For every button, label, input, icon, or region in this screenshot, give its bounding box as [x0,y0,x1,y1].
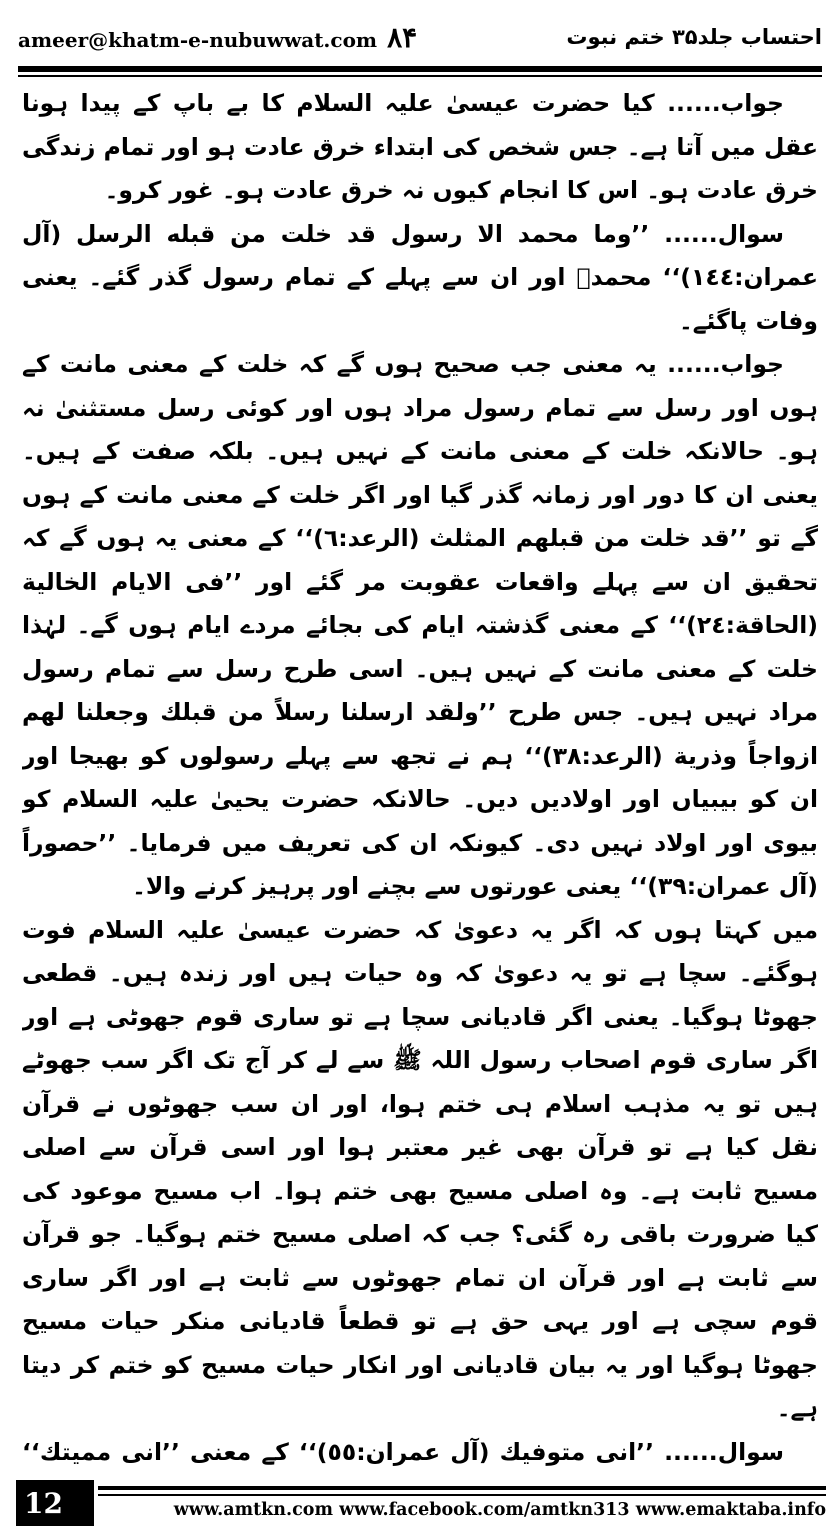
page-body [22,82,818,1470]
paragraph-question-1: سوال...... ’’وما محمد الا رسول قد خلت من قبله الرسل (آل عمران:١٤٤)‘‘ محمدؐ اور ان سے پہلے کے تمام رسول گذر گئے۔ یعنی وفات پاگئے۔ [22,219,818,335]
header-email[interactable]: ameer@khatm-e-nubuwwat.com [18,27,378,52]
folio-number: 12 [16,1480,94,1526]
header-rule-thick [18,66,822,72]
header-rule-thin [18,75,822,77]
page-header [18,14,822,60]
paragraph-argument: میں کہتا ہوں کہ اگر یہ دعویٰ کہ حضرت عیسیٰ علیہ السلام فوت ہوگئے۔ سچا ہے تو یہ دعویٰ کہ وہ حیات ہیں اور زندہ ہیں۔ قطعی جھوٹا ہوگیا۔ یعنی اگر قادیانی سچا ہے تو ساری قوم جھوٹی ہے اور اگر ساری قوم اصحاب رسول اللہ ﷺ سے لے کر آج تک اگر سب جھوٹے ہیں تو یہ مذہب اسلام ہی ختم ہوا، اور ان سب جھوٹوں نے قرآن نقل کیا ہے تو قرآن بھی غیر معتبر ہوا اور اسی قرآن سے اصلی مسیح ثابت ہے۔ وہ اصلی مسیح بھی ختم ہوا۔ اب مسیح موعود کی کیا ضرورت باقی رہ گئی؟ جب کہ اصلی مسیح ختم ہوگیا۔ جو قرآن سے ثابت ہے اور قرآن ان تمام جھوٹوں سے ثابت ہے اور اگر ساری قوم سچی ہے اور یہی حق ہے تو قطعاً قادیانی منکر حیات مسیح جھوٹا ہوگیا اور یہ بیان قادیانی اور انکار حیات مسیح کو ختم کر دیتا ہے۔ [22,915,818,1422]
header-left [18,21,417,54]
footer-rule-thin [98,1494,826,1496]
paragraph-answer-1: جواب...... کیا حضرت عیسیٰ علیہ السلام کا بے باپ کے پیدا ہونا عقل میں آتا ہے۔ جس شخص کی ابتداء خرق عادت ہو اور تمام زندگی خرق عادت ہو۔ اس کا انجام کیوں نہ خرق عادت ہو۔ غور کرو۔ [22,89,818,204]
footer-websites[interactable]: www.amtkn.com www.facebook.com/amtkn313 www.emaktaba.info [173,1500,826,1520]
header-book-title: احتساب جلد۳۵ ختم نبوت [566,25,822,49]
footer-rule-thick [98,1486,826,1490]
paragraph-question-2: سوال...... ’’انی متوفيك (آل عمران:٥٥)‘‘ کے معنی ’’انی مميتك‘‘ [22,1437,784,1466]
paragraph-answer-2: جواب...... یہ معنی جب صحیح ہوں گے کہ خلت کے معنی مانت کے ہوں اور رسل سے تمام رسول مراد ہوں اور کوئی رسل مستثنیٰ نہ ہو۔ حالانکہ خلت کے معنی مانت کے نہیں ہیں۔ بلکہ صفت کے ہیں۔ یعنی ان کا دور اور زمانہ گذر گیا اور اگر خلت کے معنی مانت کے ہوں گے تو ’’قد خلت من قبلهم المثلث (الرعد:٦)‘‘ کے معنی یہ ہوں گے کہ تحقیق ان سے پہلے واقعات عقوبت مر گئے اور ’’فی الایام الخالیة (الحاقة:٢٤)‘‘ کے معنی گذشتہ ایام کی بجائے مردے ایام ہوں گے۔ لہٰذا خلت کے معنی مانت کے نہیں ہیں۔ اسی طرح رسل سے تمام رسول مراد نہیں ہیں۔ جس طرح ’’ولقد ارسلنا رسلاً من قبلك وجعلنا لهم ازواجاً وذرية (الرعد:٣٨)‘‘ ہم نے تجھ سے پہلے رسولوں کو بھیجا اور ان کو بیبیاں اور اولادیں دیں۔ حالانکہ حضرت یحییٰ علیہ السلام کو بیوی اور اولاد نہیں دی۔ کیونکہ ان کی تعریف میں فرمایا۔ ’’حصوراً (آل عمران:٣٩)‘‘ یعنی عورتوں سے بچنے اور پرہیز کرنے والا۔ [22,350,818,900]
header-page-number: ۸۴ [387,20,418,54]
